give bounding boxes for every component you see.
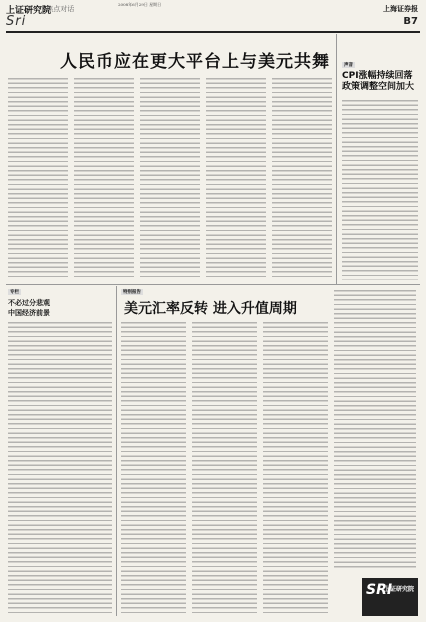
page-number: B7 [403, 16, 418, 27]
report-col-4 [334, 290, 416, 570]
left-column-tag: 专栏 [10, 290, 19, 295]
right-column-tag: 声音 [344, 63, 353, 68]
article-col-4 [206, 78, 266, 278]
masthead-info: 2008年6月29日 星期日 [118, 2, 162, 7]
masthead-name: 上证研究院 [6, 6, 52, 16]
masthead-paper-name: 上海证券报 [383, 4, 418, 13]
article-col-3 [140, 78, 200, 278]
bottom-logo-text: 上证研究院 [384, 586, 415, 593]
left-column-title-2: 中国经济前景 [8, 309, 50, 317]
article-col-2 [74, 78, 134, 278]
right-column-body [342, 100, 418, 280]
report-col-2 [192, 322, 257, 614]
special-report-tag: 特别报告 [123, 290, 141, 295]
section-divider [6, 284, 420, 285]
column-divider-2 [116, 286, 117, 616]
article-col-5 [272, 78, 332, 278]
right-column-title-2: 政策调整空间加大 [342, 82, 415, 92]
column-divider [336, 34, 337, 284]
main-headline: 人民币应在更大平台上与美元共舞 [60, 52, 330, 72]
bottom-logo-sri: SRI [366, 582, 393, 598]
sri-logo: Sri [6, 14, 27, 29]
masthead-section: ·焦点对话 [44, 5, 75, 13]
left-column-title-1: 不必过分悲观 [8, 299, 50, 307]
report-col-1 [121, 322, 186, 614]
bottom-logo [362, 578, 418, 616]
special-report-headline: 美元汇率反转 进入升值周期 [124, 301, 297, 317]
masthead-rule [6, 31, 420, 33]
report-col-3 [263, 322, 328, 614]
left-column-body [8, 322, 112, 614]
article-col-1 [8, 78, 68, 278]
right-column-title-1: CPI涨幅持续回落 [342, 71, 413, 81]
